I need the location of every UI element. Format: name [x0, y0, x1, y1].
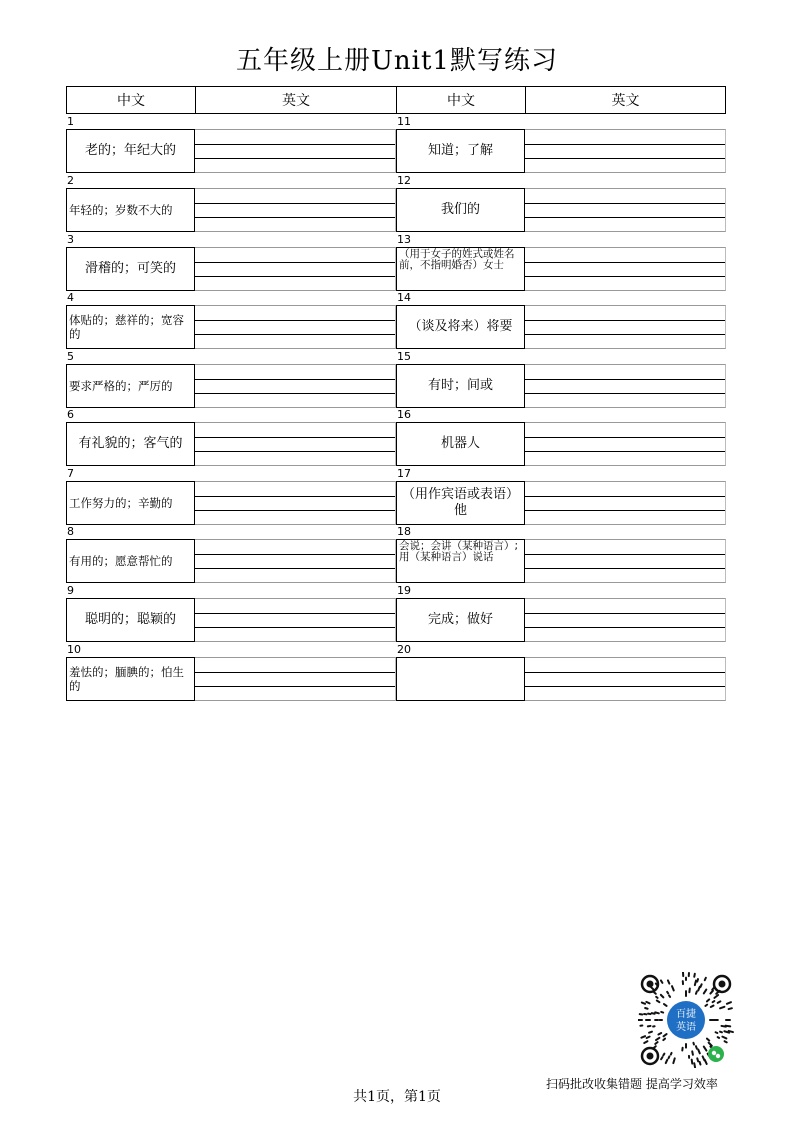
chinese-term-text: 知道；了解 [427, 143, 493, 158]
writing-line [525, 451, 725, 452]
english-answer-field[interactable] [195, 129, 396, 173]
chinese-term [66, 305, 195, 349]
english-answer-field[interactable] [195, 598, 396, 642]
svg-text:百捷: 百捷 [676, 1009, 696, 1020]
writing-line [525, 158, 725, 159]
chinese-term-text: 聪明的；聪颖的 [84, 612, 176, 627]
writing-line [195, 334, 395, 335]
english-answer-field[interactable] [195, 539, 396, 583]
writing-line [525, 276, 725, 277]
writing-line [195, 627, 395, 628]
writing-line [525, 613, 725, 614]
writing-line [525, 144, 725, 145]
english-answer-field[interactable] [525, 247, 726, 291]
english-answer-field[interactable] [525, 598, 726, 642]
item-number: 8 [67, 525, 74, 538]
svg-text:英语: 英语 [676, 1022, 696, 1033]
english-answer-field[interactable] [525, 364, 726, 408]
header-chinese-left: 中文 [67, 87, 196, 113]
writing-line [195, 568, 395, 569]
item-number: 15 [397, 350, 411, 363]
chinese-term-text: 有礼貌的；客气的 [78, 436, 183, 451]
english-answer-field[interactable] [525, 422, 726, 466]
chinese-term-text: 有时；间或 [427, 378, 493, 393]
chinese-term [396, 364, 525, 408]
english-answer-field[interactable] [195, 657, 396, 701]
item-number: 14 [397, 291, 411, 304]
english-answer-field[interactable] [525, 481, 726, 525]
writing-line [525, 217, 725, 218]
english-answer-field[interactable] [525, 188, 726, 232]
chinese-term-text: 我们的 [440, 202, 480, 217]
english-answer-field[interactable] [525, 305, 726, 349]
chinese-term-text: 机器人 [440, 436, 480, 451]
writing-line [525, 686, 725, 687]
header-chinese-right: 中文 [397, 87, 526, 113]
chinese-term [396, 188, 525, 232]
chinese-term-text: 年轻的；岁数不大的 [69, 203, 173, 217]
english-answer-field[interactable] [195, 305, 396, 349]
writing-line [195, 217, 395, 218]
english-answer-field[interactable] [525, 129, 726, 173]
chinese-term [396, 247, 525, 291]
chinese-term [396, 598, 525, 642]
chinese-term-text: 要求严格的；严厉的 [69, 379, 173, 393]
writing-line [525, 393, 725, 394]
page-footer: 共1页，第1页 [353, 1089, 441, 1105]
item-number: 19 [397, 584, 411, 597]
item-number: 6 [67, 408, 74, 421]
item-number: 16 [397, 408, 411, 421]
chinese-term [66, 129, 195, 173]
english-answer-field[interactable] [195, 364, 396, 408]
item-number: 9 [67, 584, 74, 597]
writing-line [195, 393, 395, 394]
header-english-left: 英文 [196, 87, 397, 113]
english-answer-field[interactable] [195, 422, 396, 466]
chinese-term-text: 有用的；愿意帮忙的 [69, 554, 173, 568]
english-answer-field[interactable] [525, 539, 726, 583]
chinese-term [396, 129, 525, 173]
chinese-term-text: 滑稽的；可笑的 [84, 261, 176, 276]
english-answer-field[interactable] [195, 247, 396, 291]
page-title: 五年级上册Unit1默写练习 [236, 46, 558, 76]
table-header [66, 86, 726, 114]
qr-caption: 扫码批改收集错题 提高学习效率 [546, 1077, 718, 1091]
writing-line [195, 554, 395, 555]
header-english-right: 英文 [611, 93, 640, 109]
chinese-term [66, 539, 195, 583]
item-number: 2 [67, 174, 74, 187]
writing-line [525, 262, 725, 263]
writing-line [525, 496, 725, 497]
writing-line [525, 627, 725, 628]
writing-line [195, 144, 395, 145]
writing-line [525, 203, 725, 204]
item-number: 11 [397, 115, 411, 128]
chinese-term-text: （谈及将来）将要 [408, 319, 513, 334]
chinese-term-text: （用作宾语或表语）他 [401, 487, 519, 518]
chinese-term [66, 364, 195, 408]
chinese-term-text: 工作努力的；辛勤的 [69, 496, 173, 510]
chinese-term [66, 598, 195, 642]
english-answer-field[interactable] [195, 188, 396, 232]
writing-line [525, 510, 725, 511]
chinese-term [396, 305, 525, 349]
item-number: 3 [67, 233, 74, 246]
item-number: 5 [67, 350, 74, 363]
writing-line [195, 262, 395, 263]
item-number: 20 [397, 643, 411, 656]
writing-line [195, 437, 395, 438]
chinese-term [66, 188, 195, 232]
writing-line [195, 672, 395, 673]
writing-line [525, 334, 725, 335]
item-number: 13 [397, 233, 411, 246]
writing-line [525, 437, 725, 438]
writing-line [195, 686, 395, 687]
writing-line [525, 672, 725, 673]
writing-line [525, 568, 725, 569]
writing-line [195, 379, 395, 380]
chinese-term [396, 657, 525, 701]
chinese-term-text: 羞怯的；腼腆的；怕生的 [69, 665, 184, 693]
writing-line [195, 496, 395, 497]
writing-line [195, 203, 395, 204]
writing-line [195, 613, 395, 614]
english-answer-field[interactable] [525, 657, 726, 701]
chinese-term-text: 完成；做好 [427, 612, 493, 627]
item-number: 18 [397, 525, 411, 538]
chinese-term [66, 657, 195, 701]
chinese-term [66, 247, 195, 291]
chinese-term-text: 老的；年纪大的 [84, 143, 176, 158]
chinese-term [66, 481, 195, 525]
chinese-term-text: 会说；会讲（某种语言）;用（某种语言）说话 [399, 540, 519, 563]
item-number: 10 [67, 643, 81, 656]
writing-line [195, 320, 395, 321]
writing-line [195, 158, 395, 159]
writing-line [195, 451, 395, 452]
item-number: 4 [67, 291, 74, 304]
chinese-term [66, 422, 195, 466]
english-answer-field[interactable] [195, 481, 396, 525]
writing-line [195, 510, 395, 511]
writing-line [195, 276, 395, 277]
writing-line [525, 554, 725, 555]
item-number: 12 [397, 174, 411, 187]
item-number: 1 [67, 115, 74, 128]
item-number: 7 [67, 467, 74, 480]
chinese-term-text: （用于女子的姓式或姓名前，不指明婚否）女士 [399, 248, 515, 271]
chinese-term [396, 539, 525, 583]
chinese-term [396, 422, 525, 466]
writing-line [525, 379, 725, 380]
chinese-term [396, 481, 525, 525]
writing-line [525, 320, 725, 321]
chinese-term-text: 体贴的；慈祥的；宽容的 [69, 313, 184, 341]
item-number: 17 [397, 467, 411, 480]
qr-code-icon[interactable] [638, 972, 734, 1068]
